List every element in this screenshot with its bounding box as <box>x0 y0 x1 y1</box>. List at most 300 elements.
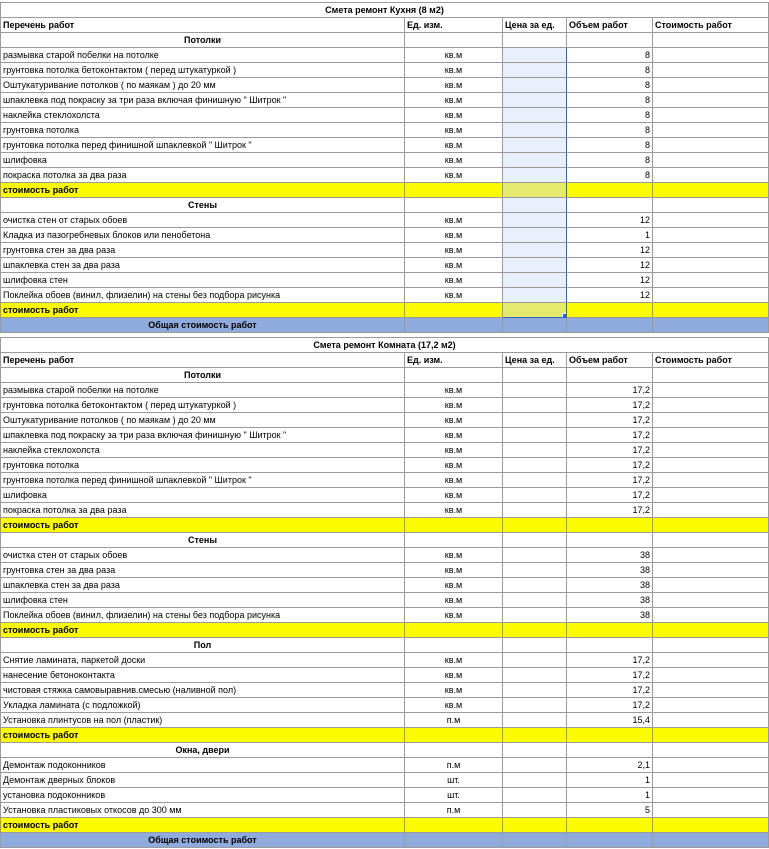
volume-cell[interactable]: 38 <box>567 593 653 608</box>
work-cell[interactable]: покраска потолка за два раза <box>1 503 405 518</box>
cost-cell[interactable] <box>653 758 769 773</box>
sheet-title[interactable]: Смета ремонт Кухня (8 м2) <box>1 3 769 18</box>
price-cell[interactable] <box>503 78 567 93</box>
cost-cell[interactable] <box>653 213 769 228</box>
unit-cell[interactable]: кв.м <box>405 593 503 608</box>
cost-cell[interactable] <box>653 123 769 138</box>
work-cell[interactable]: Установка плинтусов на пол (пластик) <box>1 713 405 728</box>
section-row <box>1 368 769 383</box>
price-cell[interactable] <box>503 503 567 518</box>
cost-cell[interactable] <box>653 198 769 213</box>
unit-cell[interactable]: кв.м <box>405 608 503 623</box>
unit-cell[interactable]: кв.м <box>405 698 503 713</box>
price-cell[interactable] <box>503 198 567 213</box>
unit-cell[interactable]: шт. <box>405 773 503 788</box>
unit-cell[interactable]: кв.м <box>405 108 503 123</box>
price-cell[interactable] <box>503 428 567 443</box>
table-row <box>1 578 769 593</box>
work-cell[interactable]: размывка старой побелки на потолке <box>1 383 405 398</box>
cost-cell[interactable] <box>653 33 769 48</box>
work-cell[interactable]: Снятие ламината, паркетой доски <box>1 653 405 668</box>
cost-cell[interactable] <box>653 518 769 533</box>
table-row <box>1 273 769 288</box>
work-cell[interactable]: шлифовка стен <box>1 273 405 288</box>
cost-cell[interactable] <box>653 788 769 803</box>
table-row <box>1 758 769 773</box>
volume-cell[interactable] <box>567 638 653 653</box>
cost-cell[interactable] <box>653 563 769 578</box>
volume-cell[interactable]: 8 <box>567 63 653 78</box>
section-title[interactable]: Окна, двери <box>1 743 405 758</box>
price-cell[interactable] <box>503 578 567 593</box>
unit-cell[interactable]: кв.м <box>405 443 503 458</box>
volume-cell[interactable]: 17,2 <box>567 488 653 503</box>
volume-cell[interactable]: 17,2 <box>567 458 653 473</box>
price-cell[interactable] <box>503 138 567 153</box>
cost-cell[interactable] <box>653 383 769 398</box>
price-cell[interactable] <box>503 383 567 398</box>
cost-cell[interactable] <box>653 458 769 473</box>
table-row <box>1 63 769 78</box>
cost-cell[interactable] <box>653 488 769 503</box>
subtotal-label[interactable]: стоимость работ <box>1 518 405 533</box>
unit-cell[interactable]: п.м <box>405 713 503 728</box>
price-cell[interactable] <box>503 443 567 458</box>
section-title[interactable]: Стены <box>1 533 405 548</box>
unit-cell[interactable] <box>405 318 503 333</box>
work-cell[interactable]: грунтовка потолка бетоконтактом ( перед штукатуркой ) <box>1 63 405 78</box>
volume-cell[interactable]: 38 <box>567 548 653 563</box>
unit-cell[interactable] <box>405 833 503 848</box>
price-cell[interactable] <box>503 473 567 488</box>
price-cell[interactable] <box>503 93 567 108</box>
volume-cell[interactable] <box>567 318 653 333</box>
cost-cell[interactable] <box>653 533 769 548</box>
cost-cell[interactable] <box>653 593 769 608</box>
unit-cell[interactable]: кв.м <box>405 488 503 503</box>
subtotal-row <box>1 183 769 198</box>
volume-cell[interactable] <box>567 743 653 758</box>
price-cell[interactable] <box>503 303 567 318</box>
unit-cell[interactable]: кв.м <box>405 413 503 428</box>
volume-cell[interactable]: 8 <box>567 48 653 63</box>
cost-cell[interactable] <box>653 138 769 153</box>
work-cell[interactable]: грунтовка потолка перед финишной шпаклевкой " Шитрок " <box>1 473 405 488</box>
price-cell[interactable] <box>503 533 567 548</box>
price-cell[interactable] <box>503 608 567 623</box>
unit-cell[interactable]: п.м <box>405 803 503 818</box>
work-cell[interactable]: Поклейка обоев (винил, флизелин) на стены без подбора рисунка <box>1 608 405 623</box>
volume-cell[interactable]: 38 <box>567 608 653 623</box>
volume-cell[interactable] <box>567 623 653 638</box>
cost-cell[interactable] <box>653 548 769 563</box>
unit-cell[interactable] <box>405 183 503 198</box>
work-cell[interactable]: покраска потолка за два раза <box>1 168 405 183</box>
work-cell[interactable]: шпаклевка под покраску за три раза включая финишную " Шитрок " <box>1 428 405 443</box>
price-cell[interactable] <box>503 398 567 413</box>
price-cell[interactable] <box>503 698 567 713</box>
unit-cell[interactable]: кв.м <box>405 288 503 303</box>
price-cell[interactable] <box>503 183 567 198</box>
table-row <box>1 413 769 428</box>
price-cell[interactable] <box>503 593 567 608</box>
unit-cell[interactable]: кв.м <box>405 138 503 153</box>
work-cell[interactable]: грунтовка потолка <box>1 458 405 473</box>
subtotal-label[interactable]: стоимость работ <box>1 183 405 198</box>
table-row <box>1 153 769 168</box>
volume-cell[interactable]: 8 <box>567 123 653 138</box>
price-cell[interactable] <box>503 488 567 503</box>
header-row <box>1 18 769 33</box>
volume-header[interactable]: Объем работ <box>567 353 653 368</box>
price-cell[interactable] <box>503 653 567 668</box>
volume-cell[interactable]: 15,4 <box>567 713 653 728</box>
room-estimate-table <box>0 337 769 848</box>
price-cell[interactable] <box>503 368 567 383</box>
unit-cell[interactable]: кв.м <box>405 228 503 243</box>
volume-cell[interactable]: 8 <box>567 108 653 123</box>
unit-cell[interactable]: кв.м <box>405 563 503 578</box>
unit-header[interactable]: Ед. изм. <box>405 353 503 368</box>
volume-cell[interactable] <box>567 833 653 848</box>
cost-cell[interactable] <box>653 503 769 518</box>
volume-cell[interactable]: 2,1 <box>567 758 653 773</box>
unit-cell[interactable]: кв.м <box>405 668 503 683</box>
unit-cell[interactable]: кв.м <box>405 548 503 563</box>
section-row <box>1 33 769 48</box>
unit-cell[interactable]: кв.м <box>405 383 503 398</box>
volume-cell[interactable] <box>567 303 653 318</box>
unit-cell[interactable]: кв.м <box>405 258 503 273</box>
cost-cell[interactable] <box>653 78 769 93</box>
unit-cell[interactable] <box>405 728 503 743</box>
unit-cell[interactable]: кв.м <box>405 48 503 63</box>
price-cell[interactable] <box>503 288 567 303</box>
volume-cell[interactable]: 17,2 <box>567 653 653 668</box>
volume-cell[interactable]: 12 <box>567 273 653 288</box>
unit-cell[interactable] <box>405 303 503 318</box>
unit-cell[interactable]: кв.м <box>405 168 503 183</box>
price-cell[interactable] <box>503 168 567 183</box>
cost-cell[interactable] <box>653 153 769 168</box>
price-cell[interactable] <box>503 63 567 78</box>
work-cell[interactable]: Кладка из пазогребневых блоков или пенобетона <box>1 228 405 243</box>
cost-cell[interactable] <box>653 428 769 443</box>
cost-cell[interactable] <box>653 473 769 488</box>
work-cell[interactable]: нанесение бетоноконтакта <box>1 668 405 683</box>
cost-cell[interactable] <box>653 608 769 623</box>
unit-cell[interactable]: кв.м <box>405 153 503 168</box>
cost-cell[interactable] <box>653 63 769 78</box>
volume-cell[interactable] <box>567 518 653 533</box>
volume-cell[interactable] <box>567 533 653 548</box>
volume-cell[interactable]: 17,2 <box>567 398 653 413</box>
work-list-header[interactable]: Перечень работ <box>1 353 405 368</box>
volume-cell[interactable]: 17,2 <box>567 413 653 428</box>
table-row <box>1 563 769 578</box>
price-header[interactable]: Цена за ед. <box>503 353 567 368</box>
volume-cell[interactable]: 17,2 <box>567 428 653 443</box>
cost-cell[interactable] <box>653 258 769 273</box>
unit-cell[interactable]: кв.м <box>405 578 503 593</box>
price-cell[interactable] <box>503 818 567 833</box>
unit-cell[interactable]: кв.м <box>405 503 503 518</box>
section-title[interactable]: Потолки <box>1 33 405 48</box>
unit-cell[interactable] <box>405 818 503 833</box>
volume-cell[interactable]: 8 <box>567 138 653 153</box>
unit-cell[interactable]: кв.м <box>405 93 503 108</box>
cost-cell[interactable] <box>653 368 769 383</box>
section-title[interactable]: Потолки <box>1 368 405 383</box>
volume-cell[interactable] <box>567 368 653 383</box>
work-cell[interactable]: чистовая стяжка самовыравнив.смесью (наливной пол) <box>1 683 405 698</box>
total-row <box>1 318 769 333</box>
work-cell[interactable]: Оштукатуривание потолков ( по маякам ) до 20 мм <box>1 78 405 93</box>
cost-cell[interactable] <box>653 288 769 303</box>
volume-cell[interactable]: 1 <box>567 773 653 788</box>
volume-cell[interactable] <box>567 183 653 198</box>
section-title[interactable]: Стены <box>1 198 405 213</box>
unit-cell[interactable]: кв.м <box>405 213 503 228</box>
work-cell[interactable]: шпаклевка стен за два раза <box>1 578 405 593</box>
cost-cell[interactable] <box>653 303 769 318</box>
price-cell[interactable] <box>503 773 567 788</box>
cost-cell[interactable] <box>653 93 769 108</box>
volume-cell[interactable]: 17,2 <box>567 473 653 488</box>
volume-cell[interactable]: 12 <box>567 213 653 228</box>
volume-cell[interactable]: 8 <box>567 78 653 93</box>
price-header[interactable]: Цена за ед. <box>503 18 567 33</box>
volume-cell[interactable] <box>567 198 653 213</box>
price-cell[interactable] <box>503 153 567 168</box>
volume-cell[interactable]: 17,2 <box>567 683 653 698</box>
unit-cell[interactable] <box>405 638 503 653</box>
price-cell[interactable] <box>503 788 567 803</box>
unit-cell[interactable] <box>405 743 503 758</box>
unit-cell[interactable]: п.м <box>405 758 503 773</box>
volume-cell[interactable]: 1 <box>567 788 653 803</box>
cost-cell[interactable] <box>653 818 769 833</box>
cost-header[interactable]: Стоимость работ <box>653 18 769 33</box>
cost-cell[interactable] <box>653 228 769 243</box>
unit-cell[interactable]: кв.м <box>405 243 503 258</box>
table-row <box>1 653 769 668</box>
cost-header[interactable]: Стоимость работ <box>653 353 769 368</box>
volume-cell[interactable]: 12 <box>567 288 653 303</box>
cost-cell[interactable] <box>653 48 769 63</box>
volume-cell[interactable]: 38 <box>567 578 653 593</box>
price-cell[interactable] <box>503 668 567 683</box>
volume-cell[interactable] <box>567 33 653 48</box>
unit-cell[interactable]: кв.м <box>405 473 503 488</box>
work-cell[interactable]: очистка стен от старых обоев <box>1 213 405 228</box>
section-title[interactable]: Пол <box>1 638 405 653</box>
cost-cell[interactable] <box>653 443 769 458</box>
price-cell[interactable] <box>503 743 567 758</box>
unit-cell[interactable] <box>405 198 503 213</box>
work-cell[interactable]: очистка стен от старых обоев <box>1 548 405 563</box>
cost-cell[interactable] <box>653 728 769 743</box>
price-cell[interactable] <box>503 713 567 728</box>
volume-cell[interactable] <box>567 728 653 743</box>
unit-cell[interactable]: кв.м <box>405 398 503 413</box>
work-cell[interactable]: Демонтаж подоконников <box>1 758 405 773</box>
subtotal-label[interactable]: стоимость работ <box>1 728 405 743</box>
price-cell[interactable] <box>503 243 567 258</box>
table-row <box>1 803 769 818</box>
price-cell[interactable] <box>503 623 567 638</box>
work-cell[interactable]: грунтовка стен за два раза <box>1 563 405 578</box>
cost-cell[interactable] <box>653 638 769 653</box>
volume-cell[interactable]: 8 <box>567 93 653 108</box>
unit-cell[interactable] <box>405 533 503 548</box>
price-cell[interactable] <box>503 758 567 773</box>
work-cell[interactable]: Поклейка обоев (винил, флизелин) на стены без подбора рисунка <box>1 288 405 303</box>
unit-cell[interactable] <box>405 623 503 638</box>
cost-cell[interactable] <box>653 578 769 593</box>
price-cell[interactable] <box>503 213 567 228</box>
subtotal-row <box>1 303 769 318</box>
unit-cell[interactable]: кв.м <box>405 683 503 698</box>
table-row <box>1 488 769 503</box>
work-cell[interactable]: размывка старой побелки на потолке <box>1 48 405 63</box>
unit-cell[interactable] <box>405 33 503 48</box>
table-row <box>1 428 769 443</box>
cost-cell[interactable] <box>653 398 769 413</box>
work-cell[interactable]: шлифовка <box>1 153 405 168</box>
unit-cell[interactable]: кв.м <box>405 273 503 288</box>
price-cell[interactable] <box>503 728 567 743</box>
price-cell[interactable] <box>503 273 567 288</box>
work-list-header[interactable]: Перечень работ <box>1 18 405 33</box>
unit-cell[interactable]: шт. <box>405 788 503 803</box>
total-label[interactable]: Общая стоимость работ <box>1 318 405 333</box>
volume-cell[interactable]: 17,2 <box>567 698 653 713</box>
cost-cell[interactable] <box>653 668 769 683</box>
price-cell[interactable] <box>503 803 567 818</box>
price-cell[interactable] <box>503 108 567 123</box>
price-cell[interactable] <box>503 638 567 653</box>
unit-cell[interactable]: кв.м <box>405 78 503 93</box>
price-cell[interactable] <box>503 563 567 578</box>
cost-cell[interactable] <box>653 183 769 198</box>
cost-cell[interactable] <box>653 318 769 333</box>
sheet-title[interactable]: Смета ремонт Комната (17,2 м2) <box>1 338 769 353</box>
price-cell[interactable] <box>503 518 567 533</box>
subtotal-label[interactable]: стоимость работ <box>1 303 405 318</box>
section-row <box>1 743 769 758</box>
table-row <box>1 683 769 698</box>
price-cell[interactable] <box>503 548 567 563</box>
work-cell[interactable]: Установка пластиковых откосов до 300 мм <box>1 803 405 818</box>
volume-cell[interactable]: 17,2 <box>567 668 653 683</box>
volume-cell[interactable] <box>567 818 653 833</box>
cost-cell[interactable] <box>653 713 769 728</box>
volume-cell[interactable]: 17,2 <box>567 383 653 398</box>
cost-cell[interactable] <box>653 683 769 698</box>
unit-cell[interactable]: кв.м <box>405 428 503 443</box>
unit-header[interactable]: Ед. изм. <box>405 18 503 33</box>
price-cell[interactable] <box>503 228 567 243</box>
volume-cell[interactable]: 5 <box>567 803 653 818</box>
total-label[interactable]: Общая стоимость работ <box>1 833 405 848</box>
volume-cell[interactable]: 1 <box>567 228 653 243</box>
work-cell[interactable]: грунтовка стен за два раза <box>1 243 405 258</box>
unit-cell[interactable] <box>405 368 503 383</box>
volume-cell[interactable]: 12 <box>567 258 653 273</box>
work-cell[interactable]: шпаклевка стен за два раза <box>1 258 405 273</box>
volume-cell[interactable]: 17,2 <box>567 503 653 518</box>
volume-cell[interactable]: 8 <box>567 153 653 168</box>
cost-cell[interactable] <box>653 168 769 183</box>
work-cell[interactable]: грунтовка потолка перед финишной шпаклевкой " Шитрок " <box>1 138 405 153</box>
work-cell[interactable]: шлифовка стен <box>1 593 405 608</box>
work-cell[interactable]: грунтовка потолка <box>1 123 405 138</box>
cost-cell[interactable] <box>653 833 769 848</box>
work-cell[interactable]: Демонтаж дверных блоков <box>1 773 405 788</box>
price-cell[interactable] <box>503 413 567 428</box>
table-row <box>1 168 769 183</box>
unit-cell[interactable] <box>405 518 503 533</box>
work-cell[interactable]: установка подоконников <box>1 788 405 803</box>
table-row <box>1 593 769 608</box>
price-cell[interactable] <box>503 48 567 63</box>
subtotal-label[interactable]: стоимость работ <box>1 623 405 638</box>
price-cell[interactable] <box>503 123 567 138</box>
cost-cell[interactable] <box>653 653 769 668</box>
work-cell[interactable]: шлифовка <box>1 488 405 503</box>
price-cell[interactable] <box>503 33 567 48</box>
volume-cell[interactable]: 38 <box>567 563 653 578</box>
work-cell[interactable]: Укладка ламината (с подложкой) <box>1 698 405 713</box>
cost-cell[interactable] <box>653 698 769 713</box>
unit-cell[interactable]: кв.м <box>405 63 503 78</box>
volume-header[interactable]: Объем работ <box>567 18 653 33</box>
work-cell[interactable]: наклейка стеклохолста <box>1 108 405 123</box>
subtotal-row <box>1 818 769 833</box>
work-cell[interactable]: Оштукатуривание потолков ( по маякам ) до 20 мм <box>1 413 405 428</box>
volume-cell[interactable]: 12 <box>567 243 653 258</box>
price-cell[interactable] <box>503 683 567 698</box>
unit-cell[interactable]: кв.м <box>405 123 503 138</box>
cost-cell[interactable] <box>653 773 769 788</box>
table-row <box>1 773 769 788</box>
cost-cell[interactable] <box>653 413 769 428</box>
cost-cell[interactable] <box>653 743 769 758</box>
price-cell[interactable] <box>503 318 567 333</box>
volume-cell[interactable]: 8 <box>567 168 653 183</box>
cost-cell[interactable] <box>653 243 769 258</box>
price-cell[interactable] <box>503 833 567 848</box>
work-cell[interactable]: грунтовка потолка бетоконтактом ( перед штукатуркой ) <box>1 398 405 413</box>
work-cell[interactable]: шпаклевка под покраску за три раза включая финишную " Шитрок " <box>1 93 405 108</box>
cost-cell[interactable] <box>653 273 769 288</box>
work-cell[interactable]: наклейка стеклохолста <box>1 443 405 458</box>
price-cell[interactable] <box>503 258 567 273</box>
table-row <box>1 138 769 153</box>
table-row <box>1 548 769 563</box>
fill-handle[interactable] <box>562 313 567 318</box>
cost-cell[interactable] <box>653 803 769 818</box>
cost-cell[interactable] <box>653 623 769 638</box>
table-row <box>1 668 769 683</box>
subtotal-label[interactable]: стоимость работ <box>1 818 405 833</box>
volume-cell[interactable]: 17,2 <box>567 443 653 458</box>
price-cell[interactable] <box>503 458 567 473</box>
cost-cell[interactable] <box>653 108 769 123</box>
unit-cell[interactable]: кв.м <box>405 653 503 668</box>
unit-cell[interactable]: кв.м <box>405 458 503 473</box>
